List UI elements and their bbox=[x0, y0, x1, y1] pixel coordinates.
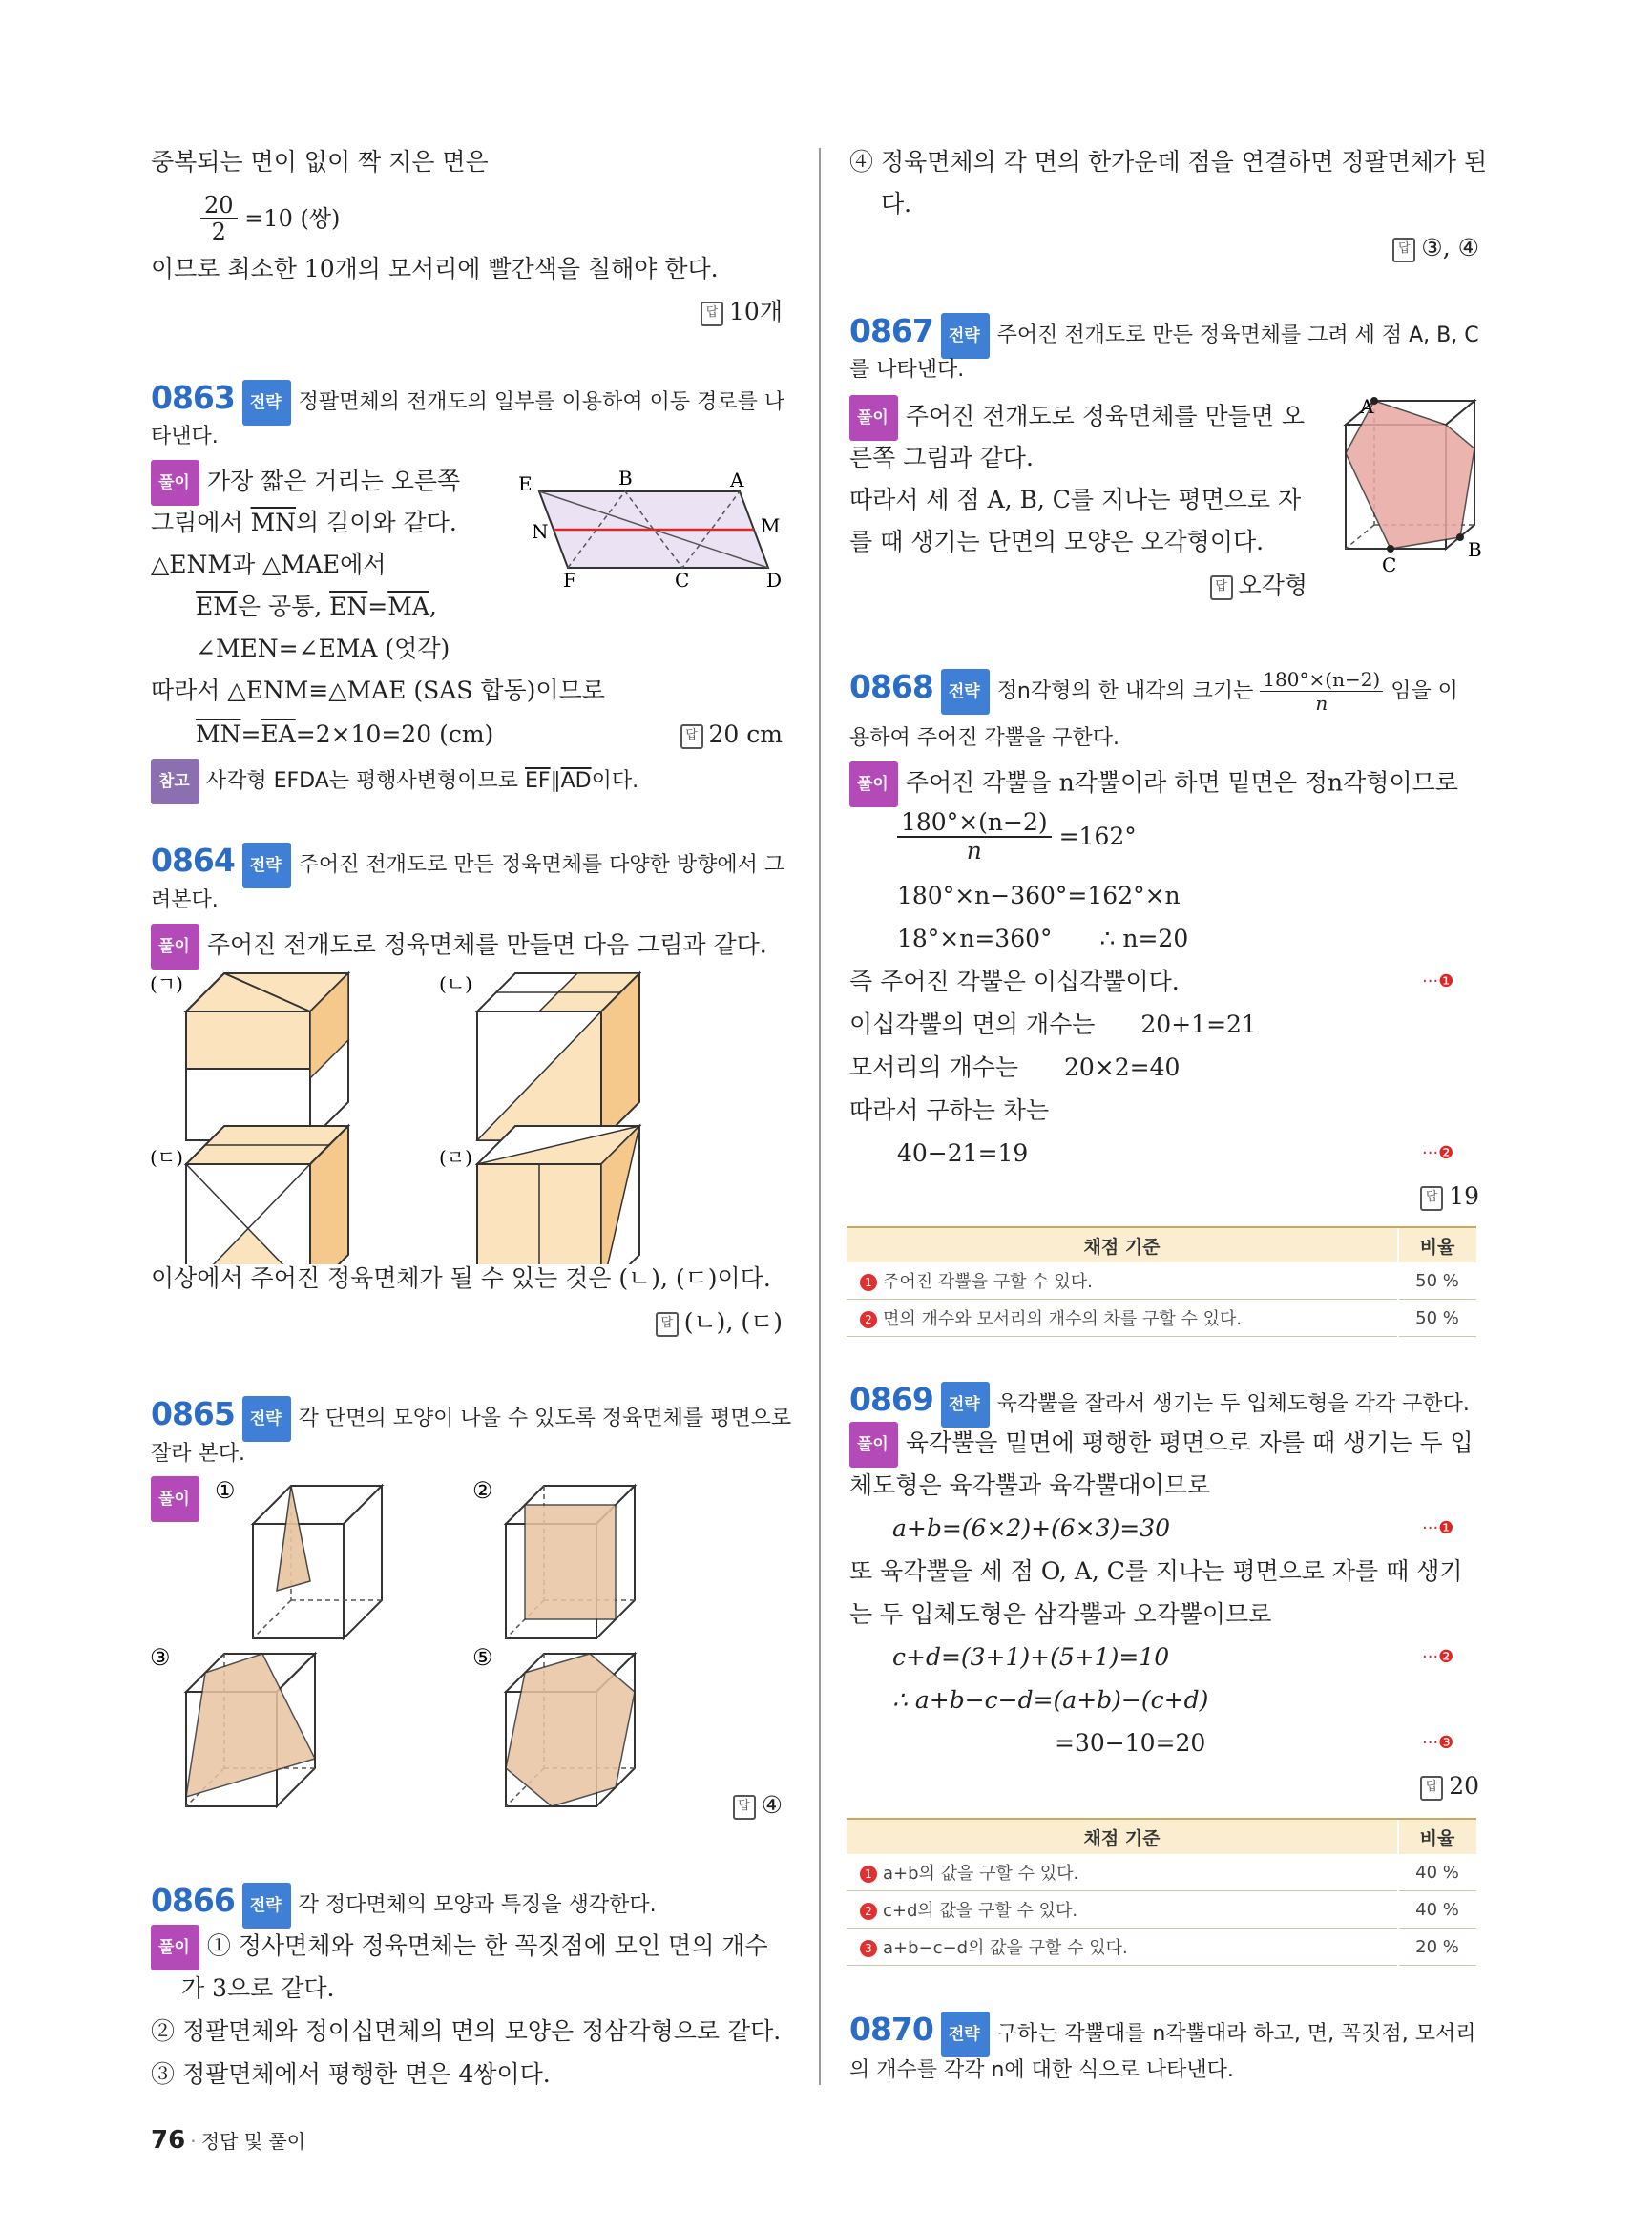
answer-intro bbox=[573, 291, 783, 333]
solution-line-1 bbox=[151, 460, 460, 506]
figure-0863-parallelogram bbox=[511, 468, 797, 592]
strategy-text-2: 려본다. bbox=[151, 888, 219, 912]
step-badge: 2 bbox=[860, 1903, 877, 1920]
label-b: B bbox=[1468, 538, 1482, 561]
t: , bbox=[429, 593, 437, 620]
strategy-text: 정n각형의 한 내각의 크기는 bbox=[996, 679, 1261, 703]
table-row bbox=[847, 1929, 1476, 1966]
strategy-text: 각 단면의 모양이 나올 수 있도록 정육면체를 평면으로 bbox=[298, 1407, 792, 1430]
strategy-tag: 전략 bbox=[941, 1382, 990, 1428]
note-text-end: 이다. bbox=[591, 769, 639, 793]
solution-line-3: 또 육각뿔을 세 점 O, A, C를 지나는 평면으로 자를 때 생기 bbox=[849, 1557, 1463, 1585]
label-rieul: (ㄹ) bbox=[439, 1146, 472, 1169]
solution-line-1 bbox=[151, 924, 767, 970]
solution-line-1 bbox=[849, 761, 1458, 807]
figure-0867-cube bbox=[1331, 396, 1494, 577]
problem-number: 0867 bbox=[849, 312, 933, 349]
segment-en: $\overline{EN}$ bbox=[329, 593, 368, 620]
column-divider bbox=[819, 148, 821, 2085]
solution-tag: 풀이 bbox=[151, 460, 199, 506]
step-badge: 3 bbox=[860, 1940, 877, 1957]
answer-text: 20 cm bbox=[708, 720, 783, 748]
marker-3: ···❸ bbox=[1422, 1733, 1454, 1753]
sol-text: 가장 짧은 거리는 오른쪽 bbox=[206, 467, 461, 495]
step-badge: 1 bbox=[860, 1866, 877, 1883]
ratio-value: 40 % bbox=[1398, 1854, 1476, 1891]
solution-line-4: 는 두 입체도형은 삼각뿔과 오각뿔이므로 bbox=[849, 1600, 1272, 1628]
intro-fraction bbox=[200, 193, 340, 244]
answer-icon: 답 bbox=[1420, 1186, 1443, 1211]
frac-rest: =10 (쌍) bbox=[244, 205, 341, 232]
label-giyeok: (ㄱ) bbox=[150, 972, 183, 995]
solution-line-7 bbox=[196, 714, 493, 756]
equation-3: ∴ a+b−c−d=(a+b)−(c+d) bbox=[892, 1686, 1209, 1714]
segment-ef: $\overline{EF}$ bbox=[525, 769, 551, 793]
frac-denominator: n bbox=[966, 837, 982, 865]
sol-text: 주어진 각뿔을 n각뿔이라 하면 밑면은 정n각형이므로 bbox=[905, 768, 1458, 797]
solution-line-1 bbox=[151, 1925, 768, 1970]
segment-em: $\overline{EM}$ bbox=[196, 593, 238, 620]
solution-tag: 풀이 bbox=[849, 395, 898, 441]
step-badge: 1 bbox=[860, 1274, 877, 1291]
criteria-text: c+d의 값을 구할 수 있다. bbox=[883, 1901, 1078, 1921]
strategy-tag: 전략 bbox=[242, 380, 291, 426]
solution-line-3: 따라서 세 점 A, B, C를 지나는 평면으로 자 bbox=[849, 486, 1302, 513]
label-a: A bbox=[730, 469, 744, 491]
problem-number: 0870 bbox=[849, 2011, 933, 2048]
solution-line-3: ② 정팔면체와 정이십면체의 면의 모양은 정삼각형으로 같다. bbox=[151, 2017, 782, 2045]
strategy-text: 주어진 전개도로 만든 정육면체를 그려 세 점 A, B, C bbox=[996, 323, 1479, 347]
t: 그림에서 bbox=[151, 509, 251, 536]
ratio-value: 50 % bbox=[1398, 1262, 1476, 1300]
answer-0863 bbox=[573, 714, 783, 756]
intro-line-3: 이므로 최소한 10개의 모서리에 빨간색을 칠해야 한다. bbox=[151, 255, 719, 282]
solution-line-2: 이상에서 주어진 정육면체가 될 수 있는 것은 (ㄴ), (ㄷ)이다. bbox=[151, 1264, 771, 1292]
note-0863 bbox=[151, 759, 638, 804]
cube-giyeok bbox=[186, 973, 348, 1140]
solution-line-3: △ENM과 △MAE에서 bbox=[151, 551, 387, 578]
problem-0864-header bbox=[151, 840, 784, 888]
strategy-text-2: 용하여 주어진 각뿔을 구한다. bbox=[849, 726, 1119, 750]
solution-line-5: ∠MEN=∠EMA (엇각) bbox=[196, 635, 450, 662]
t: = bbox=[240, 720, 261, 748]
sol-text: ① 정사면체와 정육면체는 한 꼭짓점에 모인 면의 개수 bbox=[206, 1931, 768, 1960]
label-c: C bbox=[675, 569, 690, 592]
label-nieun: (ㄴ) bbox=[439, 972, 472, 995]
solution-tag: 풀이 bbox=[151, 1476, 199, 1522]
ratio-value: 20 % bbox=[1398, 1929, 1476, 1966]
cube-digeut bbox=[186, 1126, 348, 1264]
segment-ad: $\overline{AD}$ bbox=[560, 769, 592, 793]
answer-text: 20 bbox=[1449, 1772, 1479, 1800]
problem-number: 0865 bbox=[151, 1395, 235, 1432]
t: 이십각뿔의 면의 개수는 bbox=[849, 1011, 1096, 1038]
eq-part: ∴ n=20 bbox=[1099, 925, 1189, 952]
answer-icon: 답 bbox=[1392, 238, 1415, 262]
criteria-text: 면의 개수와 모서리의 개수의 차를 구할 수 있다. bbox=[883, 1309, 1243, 1329]
strategy-tag: 전략 bbox=[941, 313, 990, 359]
sol-text: 육각뿔을 밑면에 평행한 평면으로 자를 때 생기는 두 입 bbox=[905, 1428, 1474, 1457]
segment-ea: $\overline{EA}$ bbox=[261, 720, 296, 748]
segment-mn: $\overline{MN}$ bbox=[196, 720, 241, 748]
footer-title: 정답 및 풀이 bbox=[200, 2130, 306, 2153]
solution-line-7 bbox=[849, 1047, 1180, 1089]
table-row bbox=[847, 1854, 1476, 1891]
answer-text: 10개 bbox=[729, 298, 783, 325]
label-5: ⑤ bbox=[472, 1644, 493, 1671]
cube-section-5 bbox=[506, 1654, 635, 1806]
answer-icon: 답 bbox=[1420, 1776, 1443, 1801]
segment-ma: $\overline{MA}$ bbox=[387, 593, 429, 620]
label-d: D bbox=[766, 569, 783, 592]
solution-line-5: 즉 주어진 각뿔은 이십각뿔이다. bbox=[849, 968, 1180, 995]
solution-line-8: 따라서 구하는 차는 bbox=[849, 1096, 1050, 1124]
label-2: ② bbox=[472, 1477, 493, 1504]
solution-line-1 bbox=[849, 1422, 1474, 1468]
segment-mn: $\overline{MN}$ bbox=[250, 509, 297, 536]
strategy-tag: 전략 bbox=[941, 669, 990, 715]
ratio-value: 50 % bbox=[1398, 1300, 1476, 1337]
t: 20+1=21 bbox=[1140, 1011, 1257, 1038]
page-footer bbox=[151, 2126, 305, 2155]
page-number: 76 bbox=[151, 2126, 186, 2155]
problem-0865-header bbox=[151, 1393, 791, 1442]
frac-denominator: 2 bbox=[211, 219, 226, 245]
cube-rieul bbox=[477, 1126, 639, 1264]
answer-icon: 답 bbox=[733, 1795, 756, 1820]
strategy-text-2: 를 나타낸다. bbox=[849, 358, 965, 382]
strategy-text: 각 정다면체의 모양과 특징을 생각한다. bbox=[298, 1893, 657, 1917]
intro-line-1: 중복되는 면이 없이 짝 지은 면은 bbox=[151, 148, 489, 176]
table-row bbox=[847, 1891, 1476, 1929]
note-text: 사각형 EFDA는 평행사변형이므로 bbox=[205, 769, 526, 793]
label-1: ① bbox=[215, 1477, 236, 1504]
strategy-text-2: 타낸다. bbox=[151, 425, 219, 448]
strategy-text: 주어진 전개도로 만든 정육면체를 다양한 방향에서 그 bbox=[298, 853, 785, 877]
solution-tag: 풀이 bbox=[849, 1422, 898, 1468]
answer-icon: 답 bbox=[680, 724, 703, 749]
solution-line-2: 른쪽 그림과 같다. bbox=[849, 444, 1034, 471]
note-tag: 참고 bbox=[151, 759, 199, 804]
label-c: C bbox=[1382, 553, 1397, 576]
answer-text: 19 bbox=[1449, 1182, 1479, 1210]
label-n: N bbox=[532, 520, 549, 543]
scoring-table-0869 bbox=[847, 1818, 1476, 1966]
solution-line-6: 따라서 △ENM≡△MAE (SAS 합동)이므로 bbox=[151, 677, 605, 704]
cube-nieun bbox=[477, 973, 639, 1140]
solution-line-2: 체도형은 육각뿔과 육각뿔대이므로 bbox=[849, 1471, 1211, 1499]
strategy-tag: 전략 bbox=[242, 1396, 291, 1442]
col-criteria: 채점 기준 bbox=[847, 1819, 1398, 1854]
table-row bbox=[847, 1300, 1476, 1337]
t: 모서리의 개수는 bbox=[849, 1053, 1018, 1081]
marker-2: ···❷ bbox=[1422, 1143, 1454, 1163]
problem-number: 0864 bbox=[151, 842, 235, 879]
criteria-text: 주어진 각뿔을 구할 수 있다. bbox=[883, 1272, 1093, 1292]
solution-line-4: 를 때 생기는 단면의 모양은 오각형이다. bbox=[849, 528, 1265, 555]
problem-number: 0869 bbox=[849, 1381, 933, 1418]
equation-1: a+b=(6×2)+(6×3)=30 bbox=[892, 1514, 1171, 1542]
sol-text: 주어진 전개도로 정육면체를 만들면 오 bbox=[905, 402, 1306, 430]
label-e: E bbox=[518, 472, 533, 495]
marker-1: ···❶ bbox=[1422, 971, 1454, 991]
equation-3 bbox=[897, 918, 1188, 960]
answer-text: ④ bbox=[761, 1791, 783, 1819]
parallel-sign: ∥ bbox=[550, 769, 561, 793]
frac-numerator: 20 bbox=[200, 193, 238, 219]
equation-4: =30−10=20 bbox=[1055, 1729, 1206, 1757]
frac-numerator: 180°×(n−2) bbox=[1260, 668, 1383, 692]
problem-number: 0866 bbox=[151, 1882, 235, 1919]
col-ratio: 비율 bbox=[1398, 1819, 1476, 1854]
cont-line-1: ④ 정육면체의 각 면의 한가운데 점을 연결하면 정팔면체가 된 bbox=[849, 148, 1488, 176]
marker-2: ···❷ bbox=[1422, 1647, 1454, 1667]
equation-1 bbox=[897, 809, 1137, 865]
table-row bbox=[847, 1262, 1476, 1300]
marker-1: ···❶ bbox=[1422, 1518, 1454, 1538]
solution-line-2: 가 3으로 같다. bbox=[181, 1974, 335, 2002]
t: 은 공통, bbox=[237, 593, 330, 620]
answer-icon: 답 bbox=[656, 1312, 679, 1337]
strategy-text: 육각뿔을 잘라서 생기는 두 입체도형을 각각 구한다. bbox=[996, 1392, 1470, 1416]
eq-rest: =162° bbox=[1058, 823, 1137, 850]
strategy-text-end: 임을 이 bbox=[1391, 679, 1458, 703]
answer-text: 오각형 bbox=[1238, 572, 1307, 599]
frac-numerator: 180°×(n−2) bbox=[897, 809, 1052, 838]
label-m: M bbox=[761, 514, 781, 537]
answer-0867 bbox=[1126, 565, 1307, 607]
answer-0864 bbox=[534, 1302, 783, 1344]
solution-line-9: 40−21=19 bbox=[897, 1139, 1029, 1167]
strategy-fraction bbox=[1260, 668, 1383, 715]
strategy-text-2: 잘라 본다. bbox=[151, 1442, 245, 1466]
sol-text: 주어진 전개도로 정육면체를 만들면 다음 그림과 같다. bbox=[206, 930, 767, 959]
equation-2: c+d=(3+1)+(5+1)=10 bbox=[892, 1643, 1170, 1671]
equation-2: 180°×n−360°=162°×n bbox=[897, 882, 1181, 909]
ratio-value: 40 % bbox=[1398, 1891, 1476, 1929]
cube-section-2 bbox=[506, 1486, 635, 1638]
col-ratio: 비율 bbox=[1398, 1227, 1476, 1262]
solution-tag: 풀이 bbox=[151, 924, 199, 970]
figure-0865-sections bbox=[148, 1474, 816, 1818]
footer-dot: · bbox=[190, 2130, 197, 2153]
label-digeut: (ㄷ) bbox=[150, 1146, 183, 1169]
problem-number: 0863 bbox=[151, 379, 235, 416]
criteria-text: a+b의 값을 구할 수 있다. bbox=[883, 1864, 1079, 1884]
solution-line-6 bbox=[849, 1004, 1257, 1046]
strategy-text-2: 의 개수를 각각 n에 대한 식으로 나타낸다. bbox=[849, 2058, 1234, 2082]
answer-icon: 답 bbox=[1210, 575, 1233, 600]
solution-line-1 bbox=[849, 395, 1305, 441]
answer-icon: 답 bbox=[701, 302, 723, 326]
strategy-text: 정팔면체의 전개도의 일부를 이용하여 이동 경로를 나 bbox=[298, 390, 785, 414]
answer-0869 bbox=[1317, 1765, 1479, 1807]
answer-0865 bbox=[573, 1784, 783, 1826]
t: = bbox=[367, 593, 388, 620]
scoring-table-0868 bbox=[847, 1226, 1476, 1337]
solution-tag: 풀이 bbox=[151, 1925, 199, 1970]
strategy-tag: 전략 bbox=[242, 843, 291, 888]
answer-text: (ㄴ), (ㄷ) bbox=[683, 1308, 783, 1336]
cube-section-1 bbox=[253, 1486, 382, 1638]
cube-section-3 bbox=[186, 1654, 315, 1806]
t: =2×10=20 (cm) bbox=[295, 720, 494, 748]
strategy-tag: 전략 bbox=[941, 2012, 990, 2057]
figure-0864-cubes bbox=[148, 964, 816, 1264]
answer-0868 bbox=[1317, 1176, 1479, 1218]
solution-line-4: ③ 정팔면체에서 평행한 면은 4쌍이다. bbox=[151, 2060, 551, 2088]
solution-line-4 bbox=[196, 586, 437, 628]
problem-number: 0868 bbox=[849, 668, 933, 705]
label-3: ③ bbox=[150, 1644, 171, 1671]
t: 20×2=40 bbox=[1064, 1053, 1181, 1081]
strategy-tag: 전략 bbox=[242, 1883, 291, 1929]
eq-part: 18°×n=360° bbox=[897, 925, 1053, 952]
step-badge: 2 bbox=[860, 1311, 877, 1328]
col-criteria: 채점 기준 bbox=[847, 1227, 1398, 1262]
answer-0866 bbox=[1260, 227, 1479, 269]
problem-0863-header bbox=[151, 377, 784, 426]
solution-line-2 bbox=[151, 502, 457, 544]
criteria-text: a+b−c−d의 값을 구할 수 있다. bbox=[883, 1938, 1128, 1958]
label-b: B bbox=[618, 468, 633, 490]
label-a: A bbox=[1360, 396, 1374, 418]
frac-denominator: n bbox=[1315, 692, 1328, 715]
cont-line-2: 다. bbox=[881, 190, 912, 218]
solution-tag: 풀이 bbox=[849, 761, 898, 807]
answer-text: ③, ④ bbox=[1421, 234, 1479, 261]
problem-0869-header bbox=[849, 1379, 1470, 1428]
strategy-text: 구하는 각뿔대를 n각뿔대라 하고, 면, 꼭짓점, 모서리 bbox=[996, 2022, 1476, 2046]
label-f: F bbox=[563, 569, 576, 592]
problem-0868-header bbox=[849, 666, 1458, 715]
problem-0866-header bbox=[151, 1880, 657, 1929]
t: 의 길이와 같다. bbox=[296, 509, 457, 536]
